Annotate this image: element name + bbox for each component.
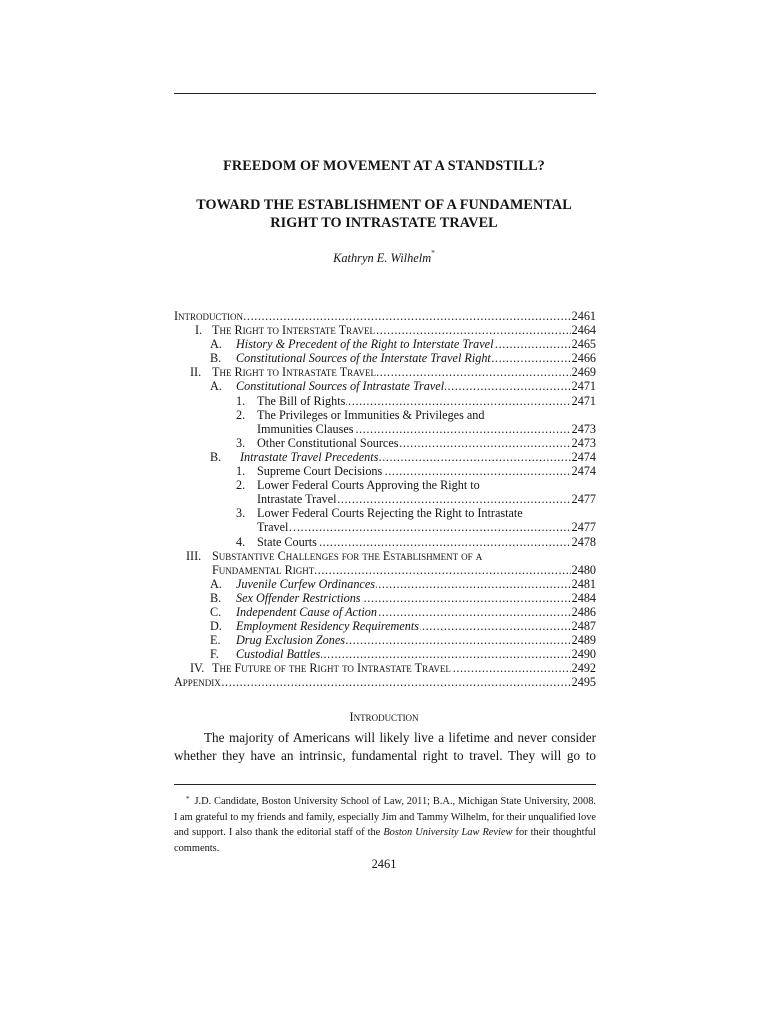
article-subtitle bbox=[120, 196, 648, 232]
toc-entry bbox=[174, 619, 596, 633]
toc-entry-label: The Privileges or Immunities & Privileges and bbox=[257, 407, 485, 422]
toc-entry-number: B. bbox=[210, 351, 222, 366]
toc-entry-page: 2495 bbox=[571, 675, 596, 690]
toc-entry-number: A. bbox=[210, 337, 222, 352]
toc-entry-label: Appendix bbox=[174, 675, 221, 690]
toc-entry-label: Juvenile Curfew Ordinances bbox=[236, 576, 375, 591]
toc-entry-page: 2492 bbox=[571, 661, 596, 676]
toc-entry bbox=[174, 675, 596, 689]
toc-entry-label: Employment Residency Requirements bbox=[236, 619, 419, 634]
toc-entry bbox=[174, 337, 596, 351]
toc-entry bbox=[174, 563, 596, 577]
toc-entry-number: D. bbox=[210, 619, 222, 634]
toc-entry-label: Intrastate Travel Precedents bbox=[240, 449, 379, 464]
footnote-journal-name: Boston University Law Review bbox=[383, 827, 513, 838]
toc-entry-page: 2471 bbox=[571, 393, 596, 408]
footnote-text-b: for their thoughtful comments. bbox=[174, 827, 597, 854]
toc-entry-page: 2478 bbox=[571, 534, 596, 549]
toc-leader-dots bbox=[257, 520, 596, 534]
toc-entry-number: 4. bbox=[236, 534, 246, 549]
footnote-mark: * bbox=[186, 795, 190, 803]
toc-entry-label: Drug Exclusion Zones bbox=[236, 633, 346, 648]
toc-entry-page: 2487 bbox=[571, 619, 596, 634]
toc-entry-page: 2474 bbox=[571, 449, 596, 464]
author-name: Kathryn E. Wilhelm bbox=[333, 251, 432, 265]
author-footnote-mark: * bbox=[431, 248, 435, 257]
toc-entry bbox=[174, 422, 596, 436]
toc-entry-page: 2466 bbox=[571, 351, 596, 366]
toc-entry-page: 2465 bbox=[571, 337, 596, 352]
toc-entry-page: 2464 bbox=[571, 323, 596, 338]
toc-entry-number: IV. bbox=[190, 661, 205, 676]
toc-entry-number: 2. bbox=[236, 407, 246, 422]
toc-entry-number: 2. bbox=[236, 478, 246, 493]
toc-entry bbox=[174, 309, 596, 323]
toc-entry-page: 2469 bbox=[571, 365, 596, 380]
toc-entry bbox=[174, 323, 596, 337]
page-number: 2461 bbox=[371, 857, 397, 871]
toc-entry-page: 2474 bbox=[571, 464, 596, 479]
toc-entry-label: Independent Cause of Action bbox=[236, 604, 377, 619]
toc-entry-label: Lower Federal Courts Rejecting the Right to Intrastate bbox=[257, 506, 523, 521]
footnote-rule bbox=[174, 784, 596, 785]
toc-entry bbox=[174, 549, 596, 563]
toc-entry-number: I. bbox=[195, 323, 203, 338]
toc-entry-number: 3. bbox=[236, 506, 246, 521]
toc-entry bbox=[174, 535, 596, 549]
toc-entry bbox=[174, 478, 596, 492]
toc-entry-label: Sex Offender Restrictions bbox=[236, 590, 361, 605]
toc-entry-page: 2481 bbox=[571, 576, 596, 591]
toc-entry-page: 2484 bbox=[571, 590, 596, 605]
author-byline bbox=[120, 248, 648, 266]
toc-entry-page: 2471 bbox=[571, 379, 596, 394]
article-title-line1: FREEDOM OF MOVEMENT AT A STANDSTILL? bbox=[223, 158, 545, 174]
toc-entry-number: B. bbox=[210, 449, 222, 464]
toc-entry bbox=[174, 379, 596, 393]
toc-entry bbox=[174, 492, 596, 506]
header-rule bbox=[174, 93, 596, 94]
footnote bbox=[174, 794, 596, 856]
toc-entry bbox=[174, 591, 596, 605]
toc-entry-number: III. bbox=[186, 548, 202, 563]
toc-entry-page: 2480 bbox=[571, 562, 596, 577]
toc-entry-page: 2489 bbox=[571, 633, 596, 648]
toc-entry bbox=[174, 605, 596, 619]
toc-entry-number: 3. bbox=[236, 435, 246, 450]
toc-entry-number: A. bbox=[210, 576, 222, 591]
toc-entry-label: Lower Federal Courts Approving the Right to bbox=[257, 478, 480, 493]
toc-entry-page: 2477 bbox=[571, 492, 596, 507]
toc-entry-number: 1. bbox=[236, 464, 246, 479]
toc-entry bbox=[174, 408, 596, 422]
toc-entry-page: 2461 bbox=[571, 309, 596, 323]
toc-entry-label: Supreme Court Decisions bbox=[257, 464, 383, 479]
toc-entry bbox=[174, 661, 596, 675]
toc-entry-label: The Right to Intrastate Travel bbox=[212, 365, 376, 380]
toc-entry-number: B. bbox=[210, 590, 222, 605]
body-text bbox=[174, 729, 596, 765]
toc-entry-number: II. bbox=[190, 365, 202, 380]
toc-entry bbox=[174, 464, 596, 478]
toc-entry bbox=[174, 436, 596, 450]
toc-entry-label: Intrastate Travel bbox=[257, 492, 337, 507]
toc-entry bbox=[174, 633, 596, 647]
toc-entry-label: Substantive Challenges for the Establishment of a bbox=[212, 548, 483, 563]
toc-entry bbox=[174, 351, 596, 365]
toc-entry-label: The Right to Interstate Travel bbox=[212, 323, 375, 338]
toc-entry bbox=[174, 647, 596, 661]
toc-entry-page: 2486 bbox=[571, 604, 596, 619]
toc-entry-page: 2473 bbox=[571, 421, 596, 436]
article-subtitle-line1: TOWARD THE ESTABLISHMENT OF A FUNDAMENTAL bbox=[196, 197, 572, 213]
body-paragraph: The majority of Americans will likely live a lifetime and never consider whether they have an intrinsic, fundamental right to travel. They will go to bbox=[174, 730, 596, 763]
section-heading: Introduction bbox=[349, 710, 419, 724]
toc-entry-page: 2490 bbox=[571, 647, 596, 662]
toc-entry-label: Constitutional Sources of the Interstate Travel Right bbox=[236, 351, 491, 366]
toc-entry-label: Introduction bbox=[174, 309, 244, 323]
toc-entry bbox=[174, 394, 596, 408]
toc-entry bbox=[174, 365, 596, 379]
toc-entry-label: Immunities Clauses bbox=[257, 421, 354, 436]
toc-entry-label: Constitutional Sources of Intrastate Travel bbox=[236, 379, 445, 394]
toc-entry-number: 1. bbox=[236, 393, 246, 408]
table-of-contents bbox=[174, 309, 596, 690]
toc-entry-label: The Future of the Right to Intrastate Travel bbox=[212, 661, 451, 676]
toc-entry-number: A. bbox=[210, 379, 222, 394]
toc-entry-label: Other Constitutional Sources bbox=[257, 435, 399, 450]
toc-entry-number: C. bbox=[210, 604, 222, 619]
toc-entry-page: 2477 bbox=[571, 520, 596, 535]
toc-entry bbox=[174, 506, 596, 520]
footnote-text-a: J.D. Candidate, Boston University School of Law, 2011; B.A., Michigan State University, 2008. I am grateful to my friends and family, especially Jim and Tammy Wilhelm, for their unqualified love and support. I also thank the editorial staff of the bbox=[174, 796, 596, 838]
toc-entry-page: 2473 bbox=[571, 435, 596, 450]
article-subtitle-line2: RIGHT TO INTRASTATE TRAVEL bbox=[270, 215, 498, 231]
toc-entry-label: History & Precedent of the Right to Interstate Travel bbox=[236, 337, 494, 352]
toc-entry-number: F. bbox=[210, 647, 219, 662]
toc-entry-label: State Courts bbox=[257, 534, 317, 549]
toc-leader-dots bbox=[174, 675, 596, 689]
toc-entry-number: E. bbox=[210, 633, 221, 648]
toc-entry bbox=[174, 577, 596, 591]
toc-entry bbox=[174, 520, 596, 534]
toc-entry bbox=[174, 450, 596, 464]
toc-entry-label: Custodial Battles bbox=[236, 647, 321, 662]
toc-entry-label: The Bill of Rights bbox=[257, 393, 346, 408]
toc-entry-label: Fundamental Right bbox=[212, 562, 315, 577]
toc-entry-label: Travel…. bbox=[257, 520, 304, 535]
